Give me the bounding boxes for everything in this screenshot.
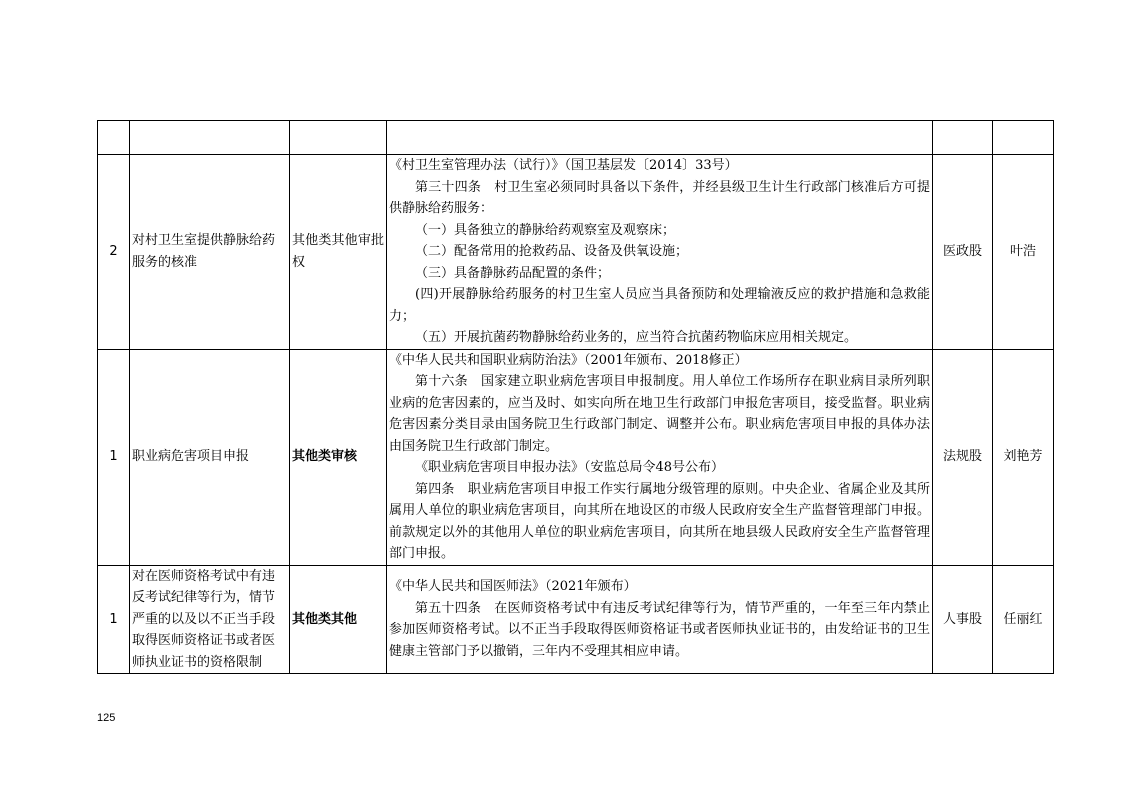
item-name: 对村卫生室提供静脉给药服务的核准 [130,155,290,350]
basis-law-title: 《职业病危害项目申报办法》（安监总局令48号公布） [415,460,725,475]
table-row [98,349,1054,565]
row-number: 1 [98,565,130,674]
item-category: 其他类审核 [290,349,387,565]
basis-article: 第十六条 国家建立职业病危害项目申报制度。用人单位工作场所存在职业病目录所列职业病的危害因素的，应当及时、如实向所在地卫生行政部门申报危害项目，接受监督。职业病危害因素分类目录由国务院卫生行政部门制定、调整并公布。职业病危害项目申报的具体办法由国务院卫生行政部门制定。 [389,374,930,454]
cell-no [98,121,130,155]
basis-law-title: 《村卫生室管理办法（试行）》（国卫基层发〔2014〕33号） [389,158,738,173]
responsible-dept: 人事股 [933,565,993,674]
legal-basis [387,155,933,350]
cell-item [130,121,290,155]
basis-clause: （二）配备常用的抢救药品、设备及供氧设施； [415,244,689,259]
basis-law-title: 《中华人民共和国医师法》（2021年颁布） [389,579,637,595]
responsible-person: 任丽红 [993,565,1054,674]
basis-clause: (四)开展静脉给药服务的村卫生室人员应当具备预防和处理输液反应的救护措施和急救能力； [389,287,930,324]
basis-article: 第五十四条 在医师资格考试中有违反考试纪律等行为，情节严重的，一年至三年内禁止参加医师资格考试。以不正当手段取得医师资格证书或者医师执业证书的，由发给证书的卫生健康主管部门予以撤销，三年内不受理其相应申请。 [389,600,930,659]
content-table [97,120,1054,674]
cell-dept [933,121,993,155]
cell-basis [387,121,933,155]
item-name [130,565,290,674]
basis-article: 第四条 职业病危害项目申报工作实行属地分级管理的原则。中央企业、省属企业及其所属用人单位的职业病危害项目，向其所在地设区的市级人民政府安全生产监督管理部门申报。前款规定以外的其他用人单位的职业病危害项目，向其所在地县级人民政府安全生产监督管理部门申报。 [389,481,930,561]
legal-basis [387,349,933,565]
item-category: 其他类其他审批权 [290,155,387,350]
row-number: 2 [98,155,130,350]
row-number: 1 [98,349,130,565]
basis-clause: （一）具备独立的静脉给药观察室及观察床； [415,222,676,238]
basis-clause: （五）开展抗菌药物静脉给药业务的，应当符合抗菌药物临床应用相关规定。 [415,330,858,345]
responsible-dept: 医政股 [933,155,993,350]
cell-person [993,121,1054,155]
responsible-person: 刘艳芳 [993,349,1054,565]
item-name-line: 师执业证书的资格限制 [132,654,263,670]
table-row-empty [98,121,1054,155]
page-number: 125 [97,712,116,724]
basis-article: 第三十四条 村卫生室必须同时具备以下条件，并经县级卫生计生行政部门核准后方可提供静脉给药服务： [389,179,930,216]
item-name-line: 取得医师资格证书或者医 [132,633,276,648]
legal-basis [387,565,933,674]
item-name-line: 严重的以及以不正当手段 [132,611,276,627]
item-name-line: 对在医师资格考试中有违 [132,568,276,584]
item-name-line: 反考试纪律等行为，情节 [132,590,276,605]
cell-category [290,121,387,155]
responsible-dept: 法规股 [933,349,993,565]
item-category: 其他类其他 [290,565,387,674]
table-row [98,155,1054,350]
item-name: 职业病危害项目申报 [130,349,290,565]
basis-law-title: 《中华人民共和国职业病防治法》（2001年颁布、2018修正） [389,352,748,368]
responsible-person: 叶浩 [993,155,1054,350]
table-row [98,565,1054,674]
basis-clause: （三）具备静脉药品配置的条件； [415,265,611,281]
